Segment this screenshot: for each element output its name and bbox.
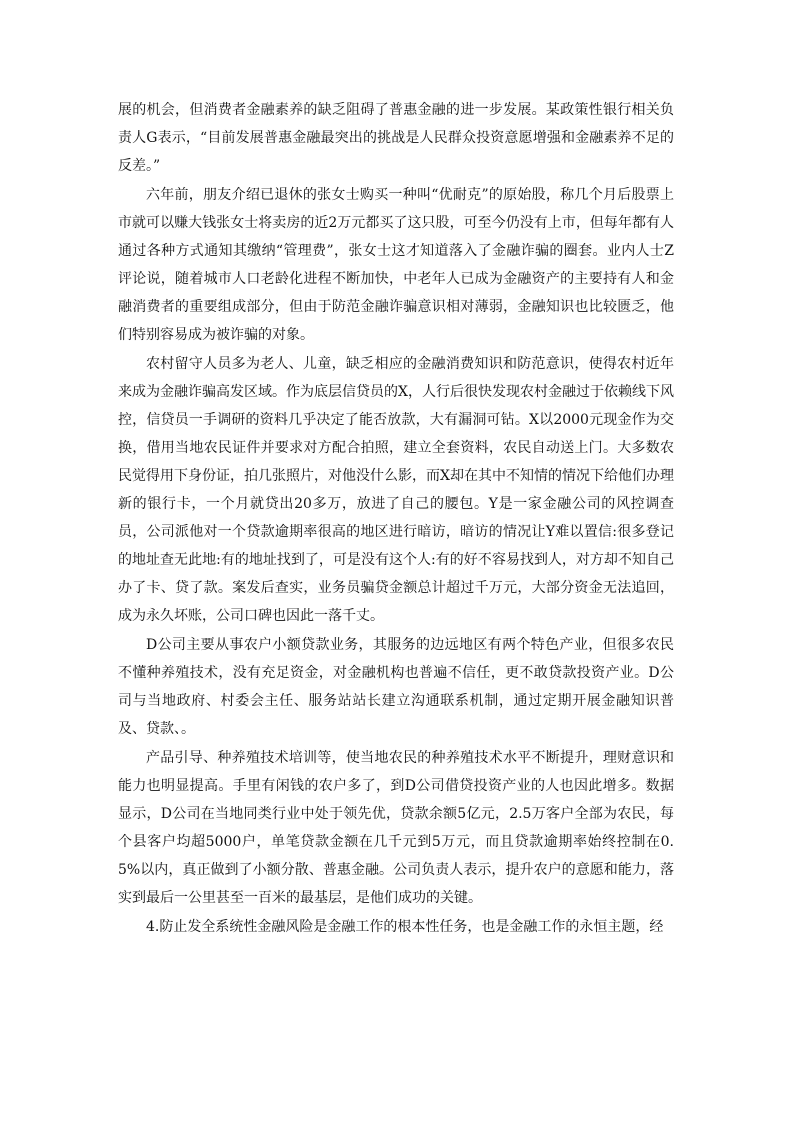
paragraph-rural-fraud: 农村留守人员多为老人、儿童，缺乏相应的金融消费知识和防范意识，使得农村近年来成为金融诈骗高发区域。作为底层信贷员的X，人行后很快发现农村金融过于依赖线下风控，信贷员一手调研的资料几乎决定了能否放款，大有漏洞可钻。X以2000元现金作为交换，借用当地农民证件并要求对方配合拍照，建立全套资料，农民自动送上门。大多数农民觉得用下身份证，拍几张照片，对他没什么影，而X却在其中不知情的情况下给他们办理新的银行卡，一个月就贷出20多万，放进了自己的腰包。Y是一家金融公司的风控调查员，公司派他对一个贷款逾期率很高的地区进行暗访，暗访的情况让Y难以置信:很多登记的地址查无此地:有的地址找到了，可是没有这个人:有的好不容易找到人，对方却不知自己办了卡、贷了款。案发后查实，业务员骗贷金额总计超过千万元，大部分资金无法追回，成为永久坏账，公司口碑也因此一落千丈。 bbox=[118, 356, 674, 624]
paragraph-zhang-fraud: 六年前，朋友介绍已退休的张女士购买一种叫“优耐克”的原始股，称几个月后股票上市就可以赚大钱张女士将卖房的近2万元都买了这只股，可至今仍没有上市，但每年都有人通过各种方式通知其缴纳“管理费”，张女士这才知道落入了金融诈骗的圈套。业内人士Z评论说，随着城市人口老龄化进程不断加快，中老年人已成为金融资产的主要持有人和金融消费者的重要组成部分，但由于防范金融诈骗意识相对薄弱，金融知识也比较匮乏，他们特别容易成为被诈骗的对象。 bbox=[118, 187, 674, 343]
paragraph-question-4: 4.防止发全系统性金融风险是金融工作的根本性任务，也是金融工作的永恒主题，经 bbox=[146, 919, 664, 935]
body-text bbox=[118, 96, 674, 941]
paragraph-product-guidance: 产品引导、种养殖技术培训等，使当地农民的种养殖技术水平不断提升，理财意识和能力也明显提高。手里有闲钱的农户多了，到D公司借贷投资产业的人也因此增多。数据显示，D公司在当地同类行业中处于领先优，贷款余额5亿元，2.5万客户全部为农民，每个县客户均超5000户，单笔贷款金额在几千元到5万元，而且贷款逾期率始终控制在0.5%以内，真正做到了小额分散、普惠金融。公司负责人表示，提升农户的意愿和能力，落实到最后一公里甚至一百米的最基层，是他们成功的关键。 bbox=[118, 750, 674, 906]
paragraph-continuation: 展的机会，但消费者金融素养的缺乏阻碍了普惠金融的进一步发展。某政策性银行相关负责人G表示，“目前发展普惠金融最突出的挑战是人民群众投资意愿增强和金融素养不足的反差。” bbox=[118, 102, 674, 174]
paragraph-company-d: D公司主要从事农户小额贷款业务，其服务的边远地区有两个特色产业，但很多农民不懂种养殖技术，没有充足资金，对金融机构也普遍不信任，更不敢贷款投资产业。D公司与当地政府、村委会主任、服务站站长建立沟通联系机制，通过定期开展金融知识普及、贷款、。 bbox=[118, 637, 674, 737]
